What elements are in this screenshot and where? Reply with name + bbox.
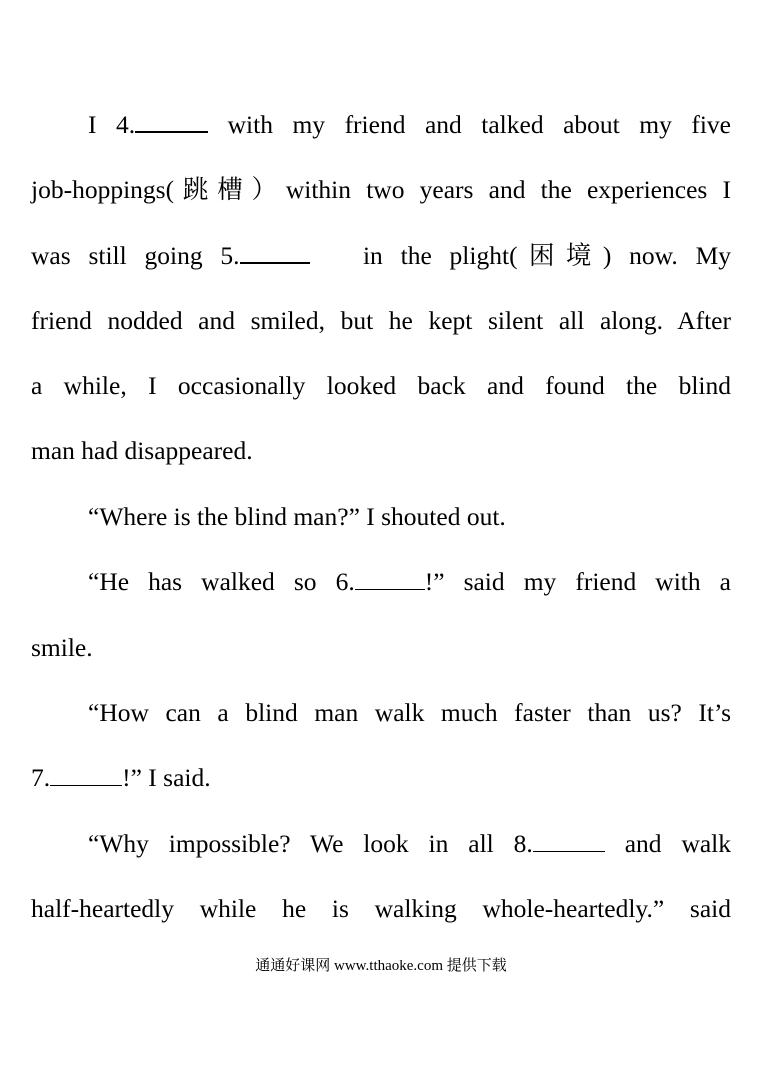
paragraph-line bbox=[88, 829, 731, 859]
text-fragment: !” I said. bbox=[122, 763, 211, 792]
paragraph-line: friend nodded and smiled, but he kept silent all along. After bbox=[31, 306, 731, 335]
paragraph-line: half-heartedly while he is walking whole-heartedly.” said bbox=[31, 894, 731, 923]
text-fragment: I 4. bbox=[88, 110, 136, 139]
text-fragment: and walk bbox=[604, 829, 732, 858]
text-fragment: in the plight(困境) now. My bbox=[362, 241, 731, 270]
text-fragment: !” said my friend with a bbox=[424, 567, 731, 596]
paragraph-line: “Where is the blind man?” I shouted out. bbox=[88, 502, 506, 531]
answer-blank-8[interactable] bbox=[533, 829, 605, 852]
paragraph-line bbox=[31, 240, 731, 271]
answer-blank-4[interactable] bbox=[135, 109, 208, 133]
paragraph-line: smile. bbox=[31, 633, 93, 662]
paragraph-line: “How can a blind man walk much faster than us? It’s bbox=[88, 698, 731, 727]
text-fragment: 7. bbox=[31, 763, 51, 792]
text-fragment: was still going 5. bbox=[31, 241, 240, 270]
answer-blank-6[interactable] bbox=[355, 567, 425, 590]
text-fragment: with my friend and talked about my five bbox=[208, 110, 731, 139]
page-footer: 通通好课网 www.tthaoke.com 提供下载 bbox=[255, 958, 507, 974]
paragraph-line: a while, I occasionally looked back and found the blind bbox=[31, 371, 731, 400]
text-fragment: “Why impossible? We look in all 8. bbox=[88, 829, 533, 858]
text-fragment: “He has walked so 6. bbox=[88, 567, 355, 596]
answer-blank-5[interactable] bbox=[240, 240, 310, 264]
answer-blank-7[interactable] bbox=[50, 763, 122, 786]
paragraph-line bbox=[31, 763, 731, 793]
paragraph-line: job-hoppings(跳槽）within two years and the experiences I bbox=[31, 175, 731, 204]
paragraph-line bbox=[88, 567, 731, 597]
paragraph-line bbox=[88, 109, 731, 140]
paragraph-line: man had disappeared. bbox=[31, 436, 253, 465]
